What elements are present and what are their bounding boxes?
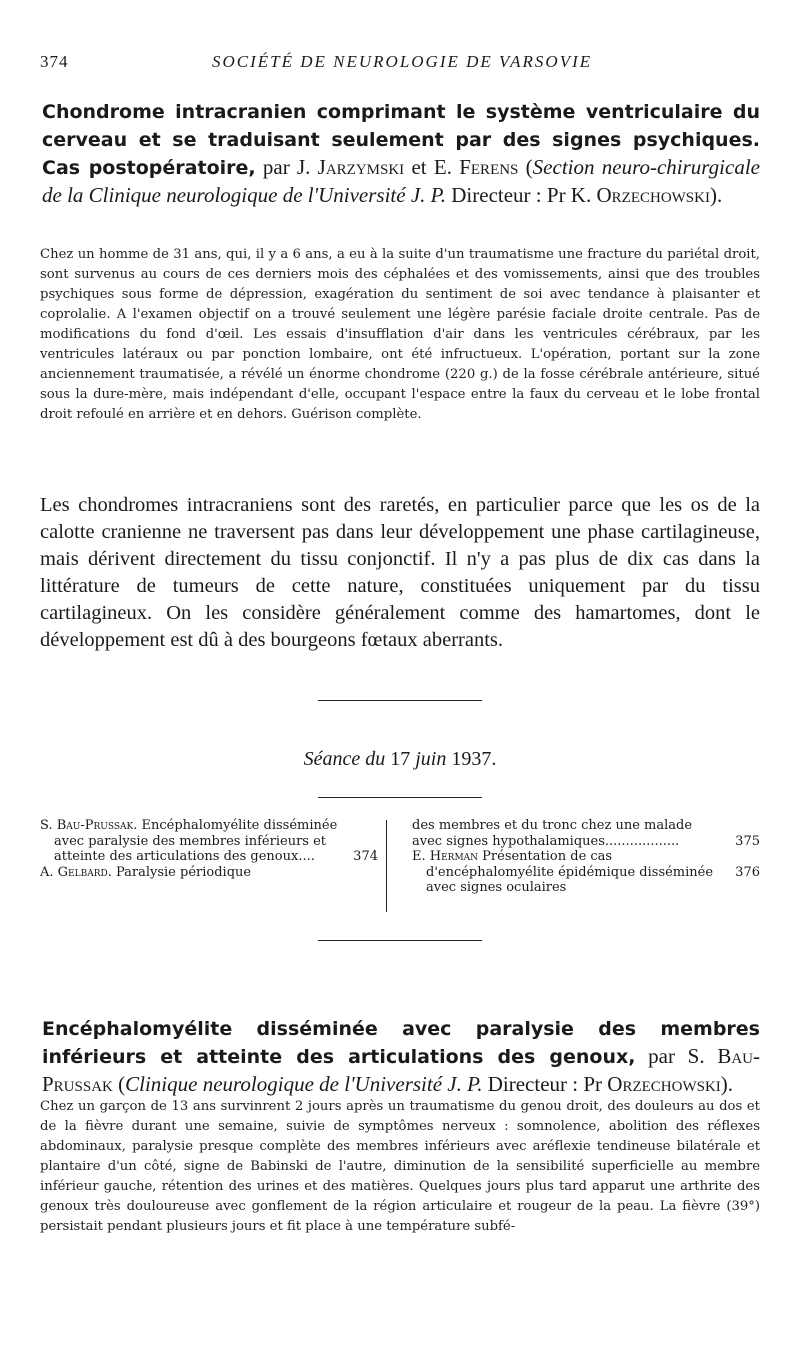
toc-entry (40, 865, 378, 881)
toc-text: Présentation de cas d'encéphalomyélite épidémique disséminée avec signes oculaires (426, 849, 714, 895)
table-of-contents (40, 818, 760, 922)
toc-author: A. Gelbard. (40, 864, 112, 880)
article-1-paren-close: ). (709, 183, 723, 207)
toc-left-column (40, 818, 378, 880)
session-month: juin (415, 748, 447, 770)
article-1-author-1: Jarzymski (317, 155, 405, 179)
article-1-affiliation: Section neuro-chirurgicale de la Clinique neurologique de l'Université J. P. (42, 155, 760, 207)
article-2-author: Bau-Prussak (42, 1044, 760, 1096)
toc-page: 376 (735, 865, 760, 880)
article-2-heading: Encéphalomyélite disséminée avec paralysie des membres inférieurs et atteinte des articulations des genoux, (42, 1018, 760, 1068)
article-1-director-label: Directeur : Pr K. (446, 183, 597, 207)
journal-title: SOCIÉTÉ DE NEUROLOGIE DE VARSOVIE (212, 52, 593, 71)
article-2-paren-close: ). (720, 1072, 734, 1096)
toc-divider (386, 820, 387, 912)
article-1-paren-open: ( (518, 155, 533, 179)
article-1-heading: Chondrome intracranien comprimant le système ventriculaire du cerveau et se traduisant seulement par des signes psychiques. Cas postopératoire, (42, 101, 760, 179)
separator-rule (318, 797, 482, 798)
session-day: 17 (385, 748, 416, 770)
toc-text: Encéphalomyélite disséminée avec paralysie des membres inférieurs et atteinte des articulations des genoux.... (54, 818, 338, 864)
session-year: 1937. (446, 748, 497, 770)
toc-entry (412, 849, 760, 896)
article-1-abstract: Chez un homme de 31 ans, qui, il y a 6 ans, a eu à la suite d'un traumatisme une fracture du pariétal droit, sont survenus au cours de ces derniers mois des céphalées et des vomissements, ainsi que des troubles psychiques sous forme de dépression, exagération du sentiment de soi avec tendance à plaisanter et coprolalie. A l'examen objectif on a trouvé seulement une légère parésie faciale droite centrale. Pas de modifications du fond d'œil. Les essais d'insufflation d'air dans les ventricules cérébraux, par les ventricules latéraux ou par ponction lombaire, ont été infructueux. L'opération, portant sur la zone anciennement traumatisée, a révélé un énorme chondrome (220 g.) de la fosse cérébrale antérieure, situé sous la dure-mère, mais indépendant d'elle, occupant l'espace entre la faux du cerveau et le lobe frontal droit refoulé en arrière et en dehors. Guérison complète. (40, 247, 760, 422)
toc-text: des membres et du tronc chez une malade avec signes hypothalamiques.................. (412, 818, 693, 849)
session-label: Séance du (303, 748, 386, 770)
toc-author: E. Herman (412, 849, 479, 864)
toc-entry (412, 818, 760, 849)
article-2-affiliation: Clinique neurologique de l'Université J. P. (125, 1072, 483, 1096)
toc-entry (40, 818, 378, 865)
article-2-director: Orzechowski (607, 1072, 721, 1096)
article-2-paren-open: ( (112, 1072, 126, 1096)
toc-right-column (412, 818, 760, 896)
toc-author: S. Bau-Prussak. (40, 818, 138, 833)
article-1-author-2: Ferens (459, 155, 519, 179)
toc-page: 374 (353, 849, 378, 864)
separator-rule (318, 940, 482, 941)
article-2-par: par S. (635, 1044, 718, 1068)
article-1-director: Orzechowski (596, 183, 710, 207)
article-2-title (42, 1015, 760, 1098)
article-1-par: par J. (255, 155, 318, 179)
page-number: 374 (40, 52, 69, 71)
article-2-abstract: Chez un garçon de 13 ans survinrent 2 jours après un traumatisme du genou droit, des douleurs au dos et de la fièvre durant une semaine, suivie de symptômes nerveux : somnolence, abolition des réflexes abdominaux, paralysie presque complète des membres inférieurs avec aréflexie tendineuse bilatérale et plantaire d'un côté, signe de Babinski de l'autre, diminution de la sensibilité superficielle au membre inférieur gauche, rétention des urines et des matières. Quelques jours plus tard apparut une arthrite des genoux très douloureuse avec gonflement de la région articulaire et rougeur de la peau. La fièvre (39°) persistait pendant plusieurs jours et fit place à une température subfé- (40, 1099, 760, 1234)
article-2-director-label: Directeur : Pr (482, 1072, 608, 1096)
article-1-body: Les chondromes intracraniens sont des raretés, en particulier parce que les os de la calotte cranienne ne traversent pas dans leur développement une phase cartilagineuse, mais dérivent directement du tissu conjonctif. Il n'y a pas plus de dix cas dans la littérature de tumeurs de cette nature, constituées uniquement par du tissu cartilagineux. On les considère généralement comme des hamartomes, dont le développement est dû à des bourgeons fœtaux aberrants. (40, 494, 760, 651)
separator-rule (318, 700, 482, 701)
article-1-et: et E. (404, 155, 460, 179)
toc-text: Paralysie périodique (111, 864, 252, 880)
session-date (0, 748, 800, 771)
article-1-title (42, 98, 760, 209)
toc-page: 375 (735, 833, 760, 849)
